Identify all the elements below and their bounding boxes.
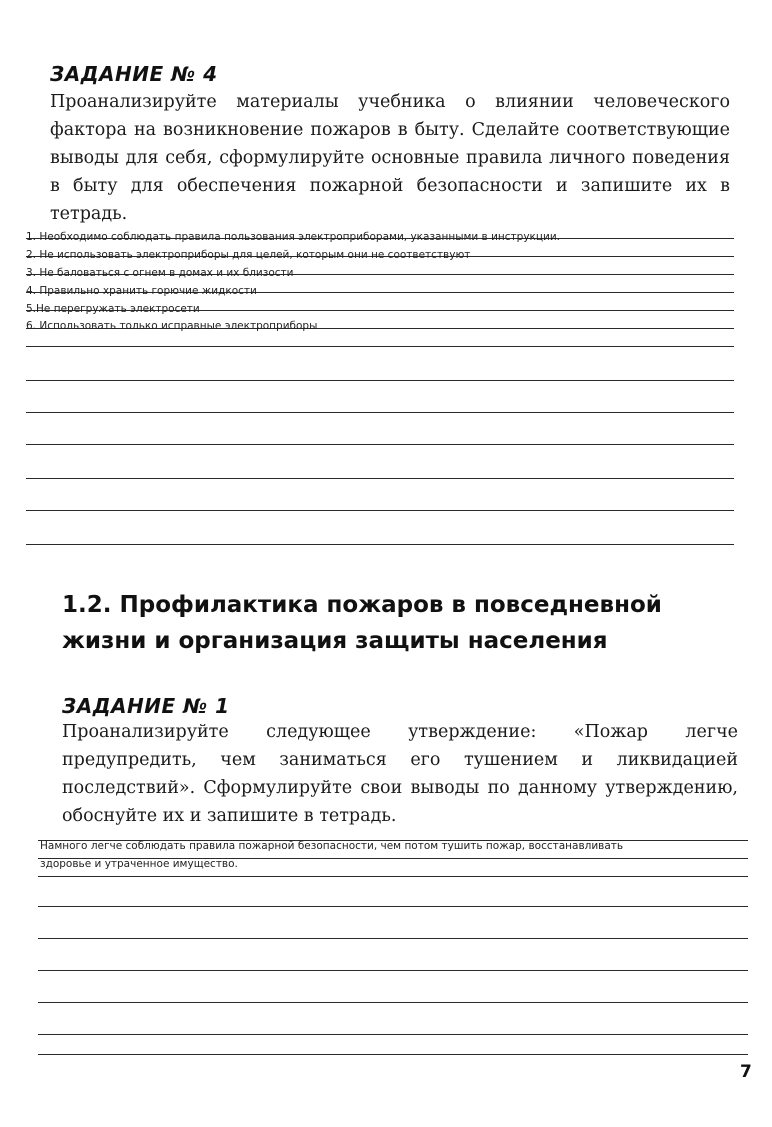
task4-answer-5: 5.Не перегружать электросети [26,303,200,315]
page-number: 7 [740,1062,752,1082]
answer-line [38,970,748,971]
answer-line [26,444,734,445]
section-title-line1: 1.2. Профилактика пожаров в повседневной [62,592,662,618]
answer-line [38,1034,748,1035]
task1-answer-2: здоровье и утраченное имущество. [40,858,238,870]
answer-line [26,380,734,381]
answer-line [26,510,734,511]
answer-line [38,1054,748,1055]
section-title-line2: жизни и организация защиты населения [62,628,608,654]
task1-heading: ЗАДАНИЕ № 1 [62,694,230,718]
answer-line [26,412,734,413]
answer-line [38,938,748,939]
task4-answer-4: 4. Правильно хранить горючие жидкости [26,285,257,297]
answer-line [38,906,748,907]
task4-answer-2: 2. Не использовать электроприборы для целей, которым они не соответствуют [26,249,471,261]
task1-answer-1: Намного легче соблюдать правила пожарной безопасности, чем потом тушить пожар, восстанавливать [40,840,624,852]
answer-line [26,478,734,479]
answer-line [38,1002,748,1003]
task4-heading: ЗАДАНИЕ № 4 [50,62,218,86]
answer-line [26,544,734,545]
task4-text: Проанализируйте материалы учебника о влиянии человеческого фактора на возникновение пожаров в быту. Сделайте соответствующие выводы для себя, сформулируйте основные правила личного поведения в быту для обеспечения пожарной безопасности и запишите их в тетрадь. [50,92,730,224]
task4-answer-3: 3. Не баловаться с огнем в домах и их близости [26,267,294,279]
answer-line [26,346,734,347]
task4-answer-6: 6. Использовать только исправные электроприборы [26,320,318,332]
task4-answer-1: 1. Необходимо соблюдать правила пользования электроприборами, указанными в инструкции. [26,231,561,243]
task1-text: Проанализируйте следующее утверждение: «Пожар легче предупредить, чем заниматься его тушением и ликвидацией последствий». Сформулируйте свои выводы по данному утверждению, обоснуйте их и запишите в тетрадь. [62,722,738,826]
answer-line [38,876,748,877]
